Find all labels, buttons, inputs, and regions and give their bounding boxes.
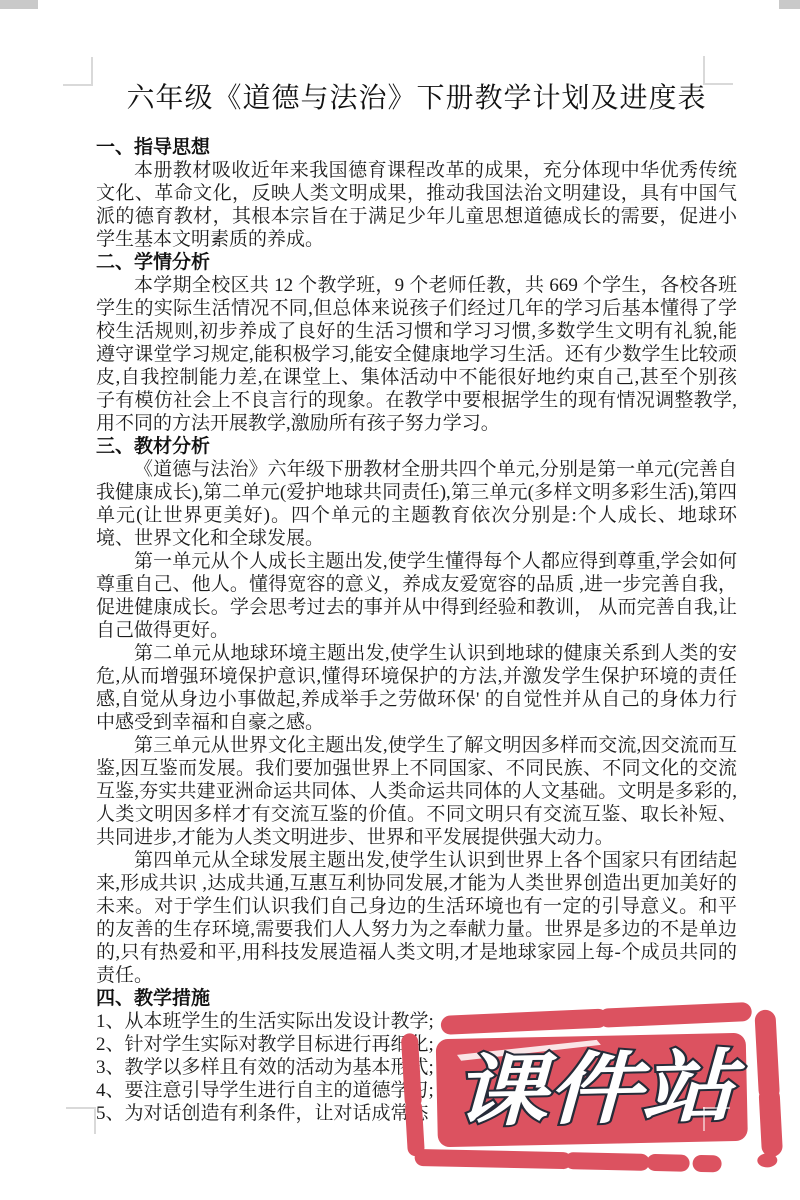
paragraph-learner-analysis: 本学期全校区共 12 个教学班，9 个老师任教，共 669 个学生，各校各班学生的实际生活情况不同,但总体来说孩子们经过几年的学习后基本懂得了学校生活规则,初步养成了良好的生活习惯和学习习惯,多数学生文明有礼貌,能遵守课堂学习规定,能积极学习,能安全健康地学习生活。还有少数学生比较顽皮,自我控制能力差,在课堂上、集体活动中不能很好地约束自己,甚至个别孩子有模仿社会上不良言行的现象。在教学中要根据学生的现有情况调整教学,用不同的方法开展教学,激励所有孩子努力学习。 (96, 275, 737, 434)
crop-mark-top-left-v (91, 57, 93, 86)
paragraph-textbook-overview: 《道德与法治》六年级下册教材全册共四个单元,分别是第一单元(完善自我健康成长),第二单元(爱护地球共同责任),第三单元(多样文明多彩生活),第四单元(让世界更美好)。四个单元的主题教育依次分别是:个人成长、地球环境、世界文化和全球发展。 (96, 459, 737, 549)
courseware-stamp-graphic (396, 1000, 792, 1200)
document-title: 六年级《道德与法治》下册教学计划及进度表 (126, 83, 707, 114)
document-body (96, 78, 737, 1125)
section-heading-guiding-ideology: 一、指导思想 (96, 137, 211, 158)
measure-item-1: 1、从本班学生的生活实际出发设计教学; (96, 1011, 434, 1032)
page-edge-strip-right (779, 0, 800, 9)
section-heading-textbook-analysis: 三、教材分析 (96, 436, 211, 457)
section-heading-learner-analysis: 二、学情分析 (96, 252, 211, 273)
crop-mark-bottom-right-h (703, 1107, 730, 1109)
paragraph-unit-4: 第四单元从全球发展主题出发,使学生认识到世界上各个国家只有团结起来,形成共识 ,达成共通,互惠互利协同发展,才能为人类世界创造出更加美好的未来。对于学生们认识我们自己身边的生活环境也有一定的引导意义。和平的友善的生存环境,需要我们人人努力为之奉献力量。世界是多边的不是单边的,只有热爱和平,用科技发展造福人类文明,才是地球家园上每-个成员共同的责任。 (96, 850, 737, 986)
crop-mark-top-left-h (63, 84, 93, 86)
measure-item-3: 3、教学以多样且有效的活动为基本形式; (96, 1057, 434, 1078)
measure-item-2: 2、针对学生实际对教学目标进行再细化; (96, 1034, 434, 1055)
crop-mark-bottom-left-h (66, 1107, 96, 1109)
paragraph-unit-1: 第一单元从个人成长主题出发,使学生懂得每个人都应得到尊重,学会如何尊重自己、他人。懂得宽容的意义，养成友爱宽容的品质 ,进一步完善自我， 促进健康成长。学会思考过去的事并从中得到经验和教训， 从而完善自我,让自己做得更好。 (96, 551, 737, 641)
courseware-stamp (396, 1000, 792, 1200)
stamp-text: 课件站 (451, 1043, 688, 1136)
paragraph-unit-3: 第三单元从世界文化主题出发,使学生了解文明因多样而交流,因交流而互鉴,因互鉴而发展。我们要加强世界上不同国家、不同民族、不同文化的交流互鉴,夯实共建亚洲命运共同体、人类命运共同体的人文基础。文明是多彩的,人类文明因多样才有交流互鉴的价值。不同文明只有交流互鉴、取长补短、共同进步,才能为人类文明进步、世界和平发展提供强大动力。 (96, 735, 737, 848)
measure-item-4: 4、要注意引导学生进行自主的道德学习; (96, 1080, 434, 1101)
crop-mark-bottom-right-v (703, 1107, 705, 1131)
section-heading-teaching-measures: 四、教学措施 (96, 988, 211, 1009)
page-edge-strip-left (0, 0, 38, 9)
measure-item-5: 5、为对话创造有利条件，让对话成常态 (96, 1103, 429, 1124)
paragraph-unit-2: 第二单元从地球环境主题出发,使学生认识到地球的健康关系到人类的安危,从而增强环境保护意识,懂得环境保护的方法,并激发学生保护环境的责任感,自觉从身边小事做起,养成举手之劳做环保' 的自觉性并从自己的身体力行中感受到幸福和自豪之感。 (96, 643, 737, 733)
paragraph-guiding-ideology: 本册教材吸收近年来我国德育课程改革的成果，充分体现中华优秀传统文化、革命文化，反映人类文明成果，推动我国法治文明建设，具有中国气派的德育教材，其根本宗旨在于满足少年儿童思想道德成长的需要，促进小学生基本文明素质的养成。 (96, 160, 737, 250)
